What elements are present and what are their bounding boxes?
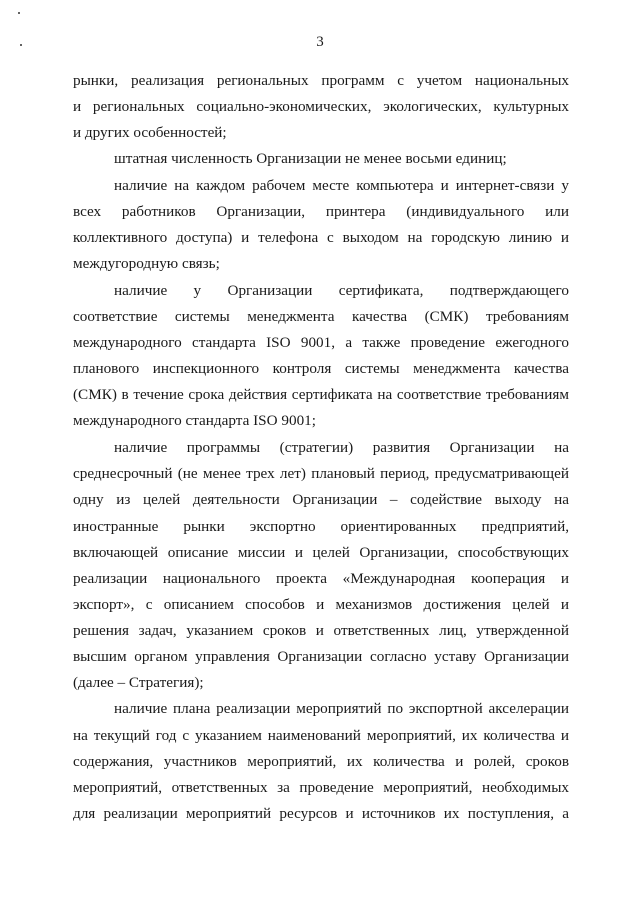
text-line: высшим органом управления Организации согласно уставу Организации xyxy=(73,648,569,665)
text-line: планового инспекционного контроля системы менеджмента качества xyxy=(73,360,569,377)
text-line: (СМК) в течение срока действия сертификата на соответствие требованиям xyxy=(73,386,569,403)
text-line: включающей описание миссии и целей Организации, способствующих xyxy=(73,544,569,561)
text-line: решения задач, указанием сроков и ответственных лиц, утвержденной xyxy=(73,622,569,639)
text-line: соответствие системы менеджмента качества (СМК) требованиям xyxy=(73,308,569,325)
text-line: содержания, участников мероприятий, их количества и ролей, сроков xyxy=(73,753,569,770)
text-line: (далее – Стратегия); xyxy=(73,674,204,691)
text-line: реализации национального проекта «Международная кооперация и xyxy=(73,570,569,587)
text-line: и региональных социально-экономических, экологических, культурных xyxy=(73,98,569,115)
text-line: одну из целей деятельности Организации – содействие выходу на xyxy=(73,491,569,508)
text-line: коллективного доступа) и телефона с выходом на городскую линию и xyxy=(73,229,569,246)
text-line: мероприятий, ответственных за проведение мероприятий, необходимых xyxy=(73,779,569,796)
text-line: наличие программы (стратегии) развития Организации на xyxy=(114,439,569,456)
page-number: 3 xyxy=(316,34,324,50)
text-line: международного стандарта ISO 9001, а также проведение ежегодного xyxy=(73,334,569,351)
text-line: для реализации мероприятий ресурсов и источников их поступления, а xyxy=(73,805,569,822)
text-line: штатная численность Организации не менее восьми единиц; xyxy=(114,150,507,167)
text-line: наличие плана реализации мероприятий по экспортной акселерации xyxy=(114,700,569,717)
text-line: иностранные рынки экспортно ориентированных предприятий, xyxy=(73,518,569,535)
text-line: наличие у Организации сертификата, подтверждающего xyxy=(114,282,569,299)
scan-speck xyxy=(18,12,20,14)
text-line: наличие на каждом рабочем месте компьютера и интернет-связи у xyxy=(114,177,569,194)
text-line: международного стандарта ISO 9001; xyxy=(73,412,316,429)
text-line: среднесрочный (не менее трех лет) плановый период, предусматривающей xyxy=(73,465,569,482)
text-line: и других особенностей; xyxy=(73,124,227,141)
text-line: рынки, реализация региональных программ с учетом национальных xyxy=(73,72,569,89)
text-line: на текущий год с указанием наименований мероприятий, их количества и xyxy=(73,727,569,744)
text-line: экспорт», с описанием способов и механизмов достижения целей и xyxy=(73,596,569,613)
text-line: всех работников Организации, принтера (индивидуального или xyxy=(73,203,569,220)
text-line: междугородную связь; xyxy=(73,255,220,272)
